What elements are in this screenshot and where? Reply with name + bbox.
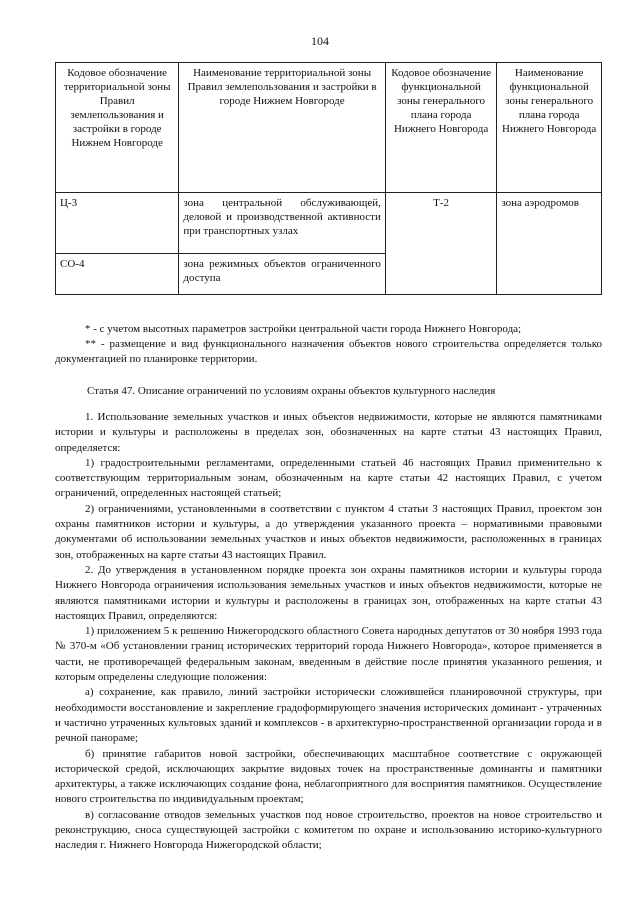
row-zone-name: зона режимных объектов ограниченного доступа <box>179 254 386 295</box>
paragraph: 1) градостроительными регламентами, определенными статьей 46 настоящих Правил применительно к соответствующим территориальным зонам, обозначенным на карте статьи 42 настоящих Правил, с учетом ограничений, определенных настоящей статьей; <box>55 456 602 500</box>
header-cell-territorial-name: Наименование территориальной зоны Правил землепользования и застройки в городе Нижнем Новгороде <box>179 63 386 193</box>
functional-zone-name: зона аэродромов <box>497 193 602 295</box>
zones-table <box>55 62 602 295</box>
header-cell-territorial-code: Кодовое обозначение территориальной зоны Правил землепользования и застройки в городе Нижнем Новгороде <box>56 63 179 193</box>
paragraph: 2. До утверждения в установленном порядке проекта зон охраны памятников истории и культуры города Нижнего Новгорода ограничения использования земельных участков и иных объектов недвижимости, которые не являются памятниками истории и культуры и расположены в границах зон, отображенных на карте статьи 43 настоящих Правил, определяются: <box>55 563 602 622</box>
table-notes <box>55 322 602 367</box>
note-item: * - с учетом высотных параметров застройки центральной части города Нижнего Новгорода; <box>85 323 522 335</box>
row-code: СО-4 <box>56 254 179 295</box>
paragraph: в) согласование отводов земельных участков под новое строительство, проектов на новое строительство и реконструкцию, сноса существующей застройки с комитетом по охране и использованию историко-культурного наследия г. Нижнего Новгорода Нижегородской области; <box>55 808 602 852</box>
paragraph: б) принятие габаритов новой застройки, обеспечивающих масштабное соответствие с окружающей исторической средой, исключающих закрытие видовых точек на пространственные доминанты и памятники архитектуры, а также исключающих создание фона, неблагоприятного для восприятия памятников. Осуществление нового строительства по индивидуальным проектам; <box>55 747 602 806</box>
header-cell-functional-code: Кодовое обозначение функциональной зоны генерального плана города Нижнего Новгорода <box>385 63 496 193</box>
row-code: Ц-3 <box>56 193 179 254</box>
row-zone-name: зона центральной обслуживающей, деловой и производственной активности при транспортных узлах <box>179 193 386 254</box>
header-cell-functional-name: Наименование функциональной зоны генерального плана города Нижнего Новгорода <box>497 63 602 193</box>
paragraph: а) сохранение, как правило, линий застройки исторически сложившейся планировочной структуры, при необходимости восстановление и закрепление градоформирующего значения исторических доминант - утраченных и частично утраченных культовых зданий и комплексов - в архитектурно-пространственной организации города и в речной панораме; <box>55 686 602 745</box>
table-row <box>56 193 602 254</box>
page-number: 104 <box>311 34 329 48</box>
paragraph: 1. Использование земельных участков и иных объектов недвижимости, которые не являются памятниками истории и культуры и расположены в пределах зон, обозначенных на карте статьи 43 настоящих Правил, определяется: <box>55 411 602 454</box>
functional-zone-code: Т-2 <box>385 193 496 295</box>
paragraph: 1) приложением 5 к решению Нижегородского областного Совета народных депутатов от 30 ноября 1993 года № 370-м «Об установлении границ исторических территорий города Нижнего Новгорода», которое применяется в части, не противоречащей федеральным законам, введенным в действие после принятия указанного решения, и которым определены следующие положения: <box>55 625 602 684</box>
article-title: Статья 47. Описание ограничений по условиям охраны объектов культурного наследия <box>87 385 496 397</box>
article-body <box>55 410 602 854</box>
paragraph: 2) ограничениями, установленными в соответствии с пунктом 4 статьи 3 настоящих Правил, проектом зон охраны памятников истории и культуры, а до утверждения указанного проекта – нормативными правовыми документами об использовании земельных участков и иных объектов недвижимости, расположенных в границах зон, отображенных на карте статьи 43 настоящих Правил. <box>55 502 602 561</box>
note-item: ** - размещение и вид функционального назначения объектов нового строительства определяется только документацией по планировке территории. <box>55 338 602 365</box>
table-header-row <box>56 63 602 193</box>
